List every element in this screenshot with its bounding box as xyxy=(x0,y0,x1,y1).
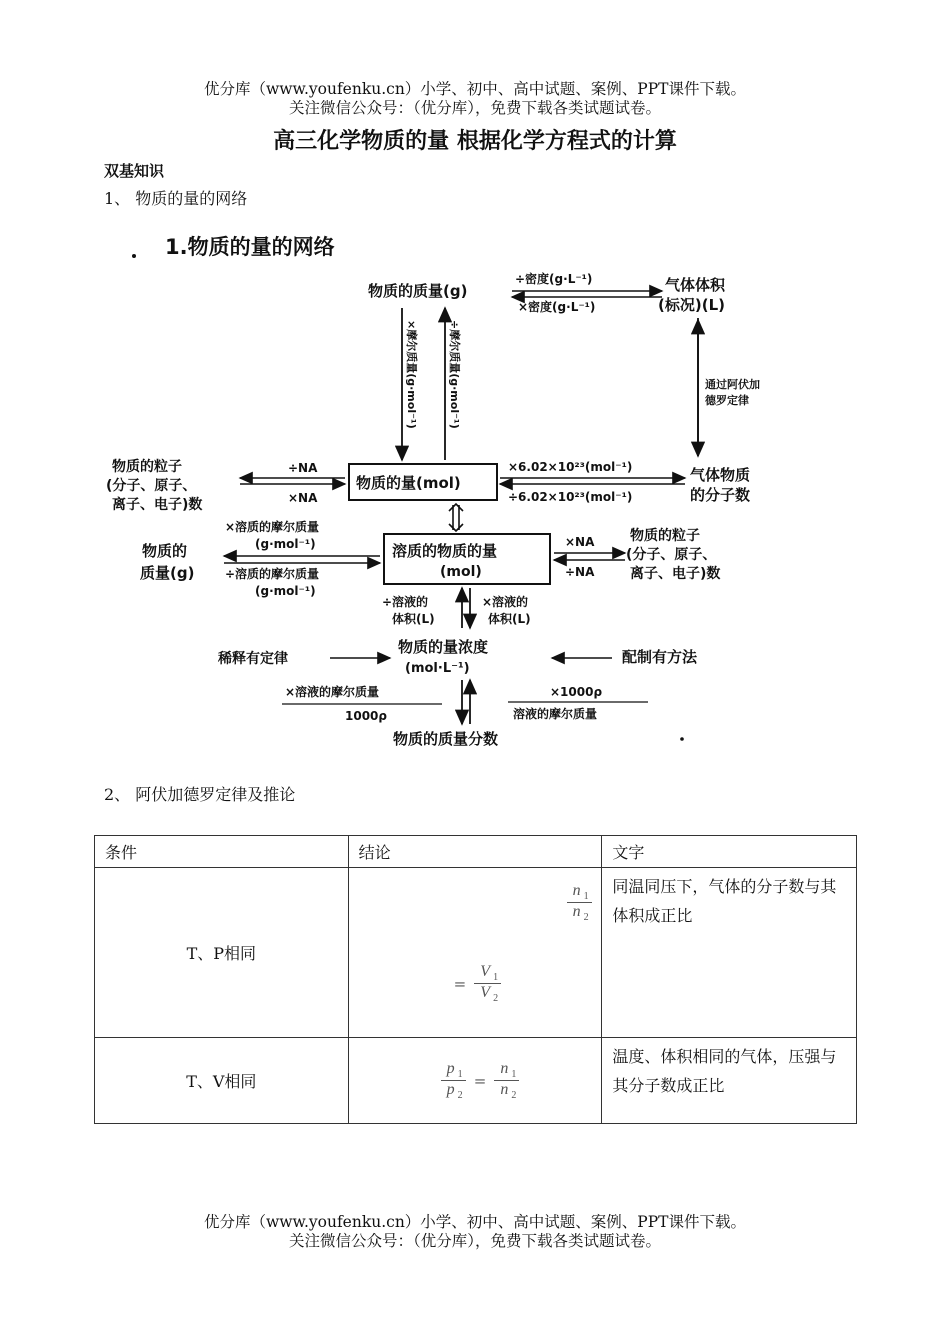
label-mul-na: ×NA xyxy=(288,491,318,505)
node-solute-amount-line1: 溶质的物质的量 xyxy=(392,542,498,560)
node-gas-molecules-line2: 的分子数 xyxy=(690,486,751,504)
node-concentration-line1: 物质的量浓度 xyxy=(398,638,489,656)
footer-line-2: 关注微信公众号：（优分库），免费下载各类试题试卷。 xyxy=(288,1232,661,1250)
equals-sign: = xyxy=(453,974,467,993)
table-header-row xyxy=(95,836,857,868)
row1-condition: T、P相同 xyxy=(95,868,349,1038)
label-mul-na-2: ×NA xyxy=(565,535,595,549)
label-div-solution-vol-line2: 体积(L) xyxy=(392,612,435,626)
label-mul-solute-mm-line1: ×溶质的摩尔质量 xyxy=(225,520,320,534)
link-arrowhead-down xyxy=(449,524,463,531)
header-line-2: 关注微信公众号：（优分库），免费下载各类试题试卷。 xyxy=(288,99,661,117)
label-div-na-2: ÷NA xyxy=(565,565,595,579)
node-gas-volume-line2: (标况)(L) xyxy=(658,296,725,314)
frac-right-numerator: ×1000ρ xyxy=(550,685,603,699)
item-2-heading: 2、 阿伏加德罗定律及推论 xyxy=(104,785,296,804)
label-avogadro-line1: 通过阿伏加 xyxy=(705,378,760,391)
label-div-6022: ÷6.02×10²³(mol⁻¹) xyxy=(508,490,633,504)
equals-sign: = xyxy=(473,1071,487,1090)
node-mass: 物质的质量(g) xyxy=(368,282,468,300)
label-mul-solute-mm-line2: (g·mol⁻¹) xyxy=(255,537,316,551)
header-line-1: 优分库（www.youfenku.cn）小学、初中、高中试题、案例、PPT课件下载。 xyxy=(203,80,747,98)
label-div-solute-mm-line1: ÷溶质的摩尔质量 xyxy=(225,567,320,581)
node-particles2-line2: (分子、原子、 xyxy=(626,547,717,563)
diagram-heading: 1.物质的量的网络 xyxy=(165,235,335,259)
label-mul-solution-vol-line1: ×溶液的 xyxy=(482,595,529,609)
formula-n1-over-n2-b: $\frac{n _1}{n _2}$ xyxy=(494,1060,519,1101)
node-particles2-line1: 物质的粒子 xyxy=(630,528,700,544)
label-avogadro-line2: 德罗定律 xyxy=(705,394,749,407)
node-concentration-line2: (mol·L⁻¹) xyxy=(405,661,470,676)
node-mass-fraction: 物质的质量分数 xyxy=(393,730,499,748)
frac-left-numerator: ×溶液的摩尔质量 xyxy=(285,685,380,699)
node-amount: 物质的量(mol) xyxy=(356,474,461,492)
label-div-molar-mass: ÷摩尔质量(g·mol⁻¹) xyxy=(448,320,461,429)
frac-left-denominator: 1000ρ xyxy=(345,709,387,723)
node-particles-line3: 离子、电子)数 xyxy=(112,497,203,513)
formula-v1-over-v2: $\frac{V _1}{V _2}$ xyxy=(474,963,501,1004)
frac-right-denominator: 溶液的摩尔质量 xyxy=(513,707,598,721)
node-solute-amount-line2: (mol) xyxy=(440,564,482,580)
label-mul-molar-mass: ×摩尔质量(g·mol⁻¹) xyxy=(405,320,418,429)
node-gas-volume-line1: 气体体积 xyxy=(665,276,726,294)
avogadro-table xyxy=(94,835,857,1124)
footer-line-1: 优分库（www.youfenku.cn）小学、初中、高中试题、案例、PPT课件下载。 xyxy=(203,1213,747,1231)
node-gas-molecules-line1: 气体物质 xyxy=(690,466,751,484)
section-heading: 双基知识 xyxy=(104,162,165,180)
stray-dot xyxy=(680,737,684,741)
formula-n1-over-n2: $\frac{n _1}{n _2}$ xyxy=(567,882,592,923)
header-text: 文字 xyxy=(602,836,857,868)
node-dilution: 稀释有定律 xyxy=(218,651,288,667)
node-particles-line2: (分子、原子、 xyxy=(106,478,197,494)
label-mul-6022: ×6.02×10²³(mol⁻¹) xyxy=(508,460,633,474)
row2-formula xyxy=(348,1038,602,1124)
label-div-solute-mm-line2: (g·mol⁻¹) xyxy=(255,584,316,598)
link-arrowhead-up xyxy=(449,504,463,511)
label-div-solution-vol-line1: ÷溶液的 xyxy=(382,595,429,609)
label-div-density: ÷密度(g·L⁻¹) xyxy=(515,272,593,286)
table-row xyxy=(95,868,857,1038)
node-preparation: 配制有方法 xyxy=(622,648,698,666)
header-condition: 条件 xyxy=(95,836,349,868)
header-conclusion: 结论 xyxy=(348,836,602,868)
table-row xyxy=(95,1038,857,1124)
formula-p1-over-p2: $\frac{p _1}{p _2}$ xyxy=(441,1060,466,1101)
label-div-na: ÷NA xyxy=(288,461,318,475)
page-title: 高三化学物质的量 根据化学方程式的计算 xyxy=(273,129,677,154)
row2-text: 温度、体积相同的气体，压强与其分子数成正比 xyxy=(602,1038,857,1124)
row2-condition: T、V相同 xyxy=(95,1038,349,1124)
node-particles2-line3: 离子、电子)数 xyxy=(630,566,721,582)
node-solute-mass-line1: 物质的 xyxy=(142,542,188,560)
row1-formula xyxy=(348,868,602,1038)
concept-network-diagram xyxy=(100,228,800,753)
label-mul-solution-vol-line2: 体积(L) xyxy=(488,612,531,626)
node-particles-line1: 物质的粒子 xyxy=(112,459,182,475)
item-1-heading: 1、 物质的量的网络 xyxy=(104,189,248,208)
label-mul-density: ×密度(g·L⁻¹) xyxy=(518,300,596,314)
node-solute-mass-line2: 质量(g) xyxy=(140,564,195,582)
row1-text: 同温同压下，气体的分子数与其体积成正比 xyxy=(602,868,857,1038)
bullet-dot xyxy=(132,254,136,258)
